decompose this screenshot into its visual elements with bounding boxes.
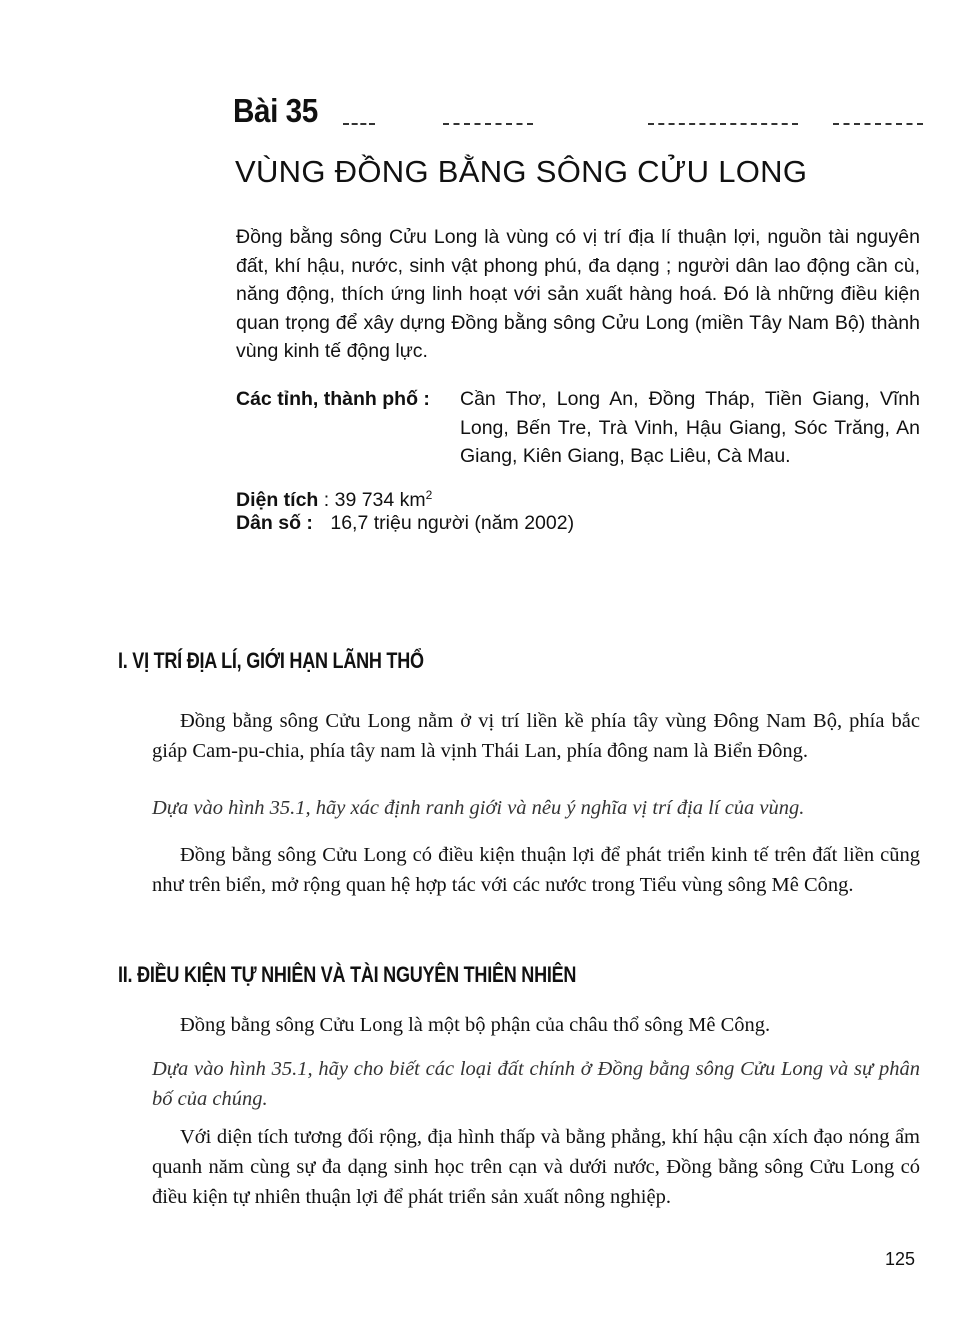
page-number: 125 bbox=[885, 1249, 916, 1269]
lesson-header bbox=[233, 92, 923, 132]
area-value: : 39 734 km bbox=[323, 489, 426, 511]
provinces-value: Cần Thơ, Long An, Đồng Tháp, Tiền Giang, Vĩnh Long, Bến Tre, Trà Vinh, Hậu Giang, Sóc Trăng, An Giang, Kiên Giang, Bạc Liêu, Cà Mau. bbox=[460, 388, 920, 467]
header-rule-segment bbox=[833, 123, 923, 125]
intro-paragraph: Đồng bằng sông Cửu Long là vùng có vị trí địa lí thuận lợi, nguồn tài nguyên đất, khí hậu, nước, sinh vật phong phú, đa dạng ; người dân lao động cần cù, năng động, thích ứng linh hoạt với sản xuất hàng hoá. Đó là những điều kiện quan trọng để xây dựng Đồng bằng sông Cửu Long (miền Tây Nam Bộ) thành vùng kinh tế động lực. bbox=[236, 226, 920, 362]
lesson-title: VÙNG ĐỒNG BẰNG SÔNG CỬU LONG bbox=[235, 154, 808, 189]
section2-paragraph-1: Đồng bằng sông Cửu Long là một bộ phận của châu thổ sông Mê Công. bbox=[180, 1014, 771, 1036]
section-heading-location: I. VỊ TRÍ ĐỊA LÍ, GIỚI HẠN LÃNH THỔ bbox=[118, 648, 424, 673]
population-label: Dân số : bbox=[236, 512, 313, 534]
area-unit-power: 2 bbox=[425, 488, 433, 502]
population-info bbox=[236, 509, 574, 537]
section2-question: Dựa vào hình 35.1, hãy cho biết các loại đất chính ở Đồng bằng sông Cửu Long và sự phân bố của chúng. bbox=[152, 1058, 920, 1110]
population-value: 16,7 triệu người (năm 2002) bbox=[330, 512, 575, 534]
header-rule-segment bbox=[443, 123, 533, 125]
section-heading-natural-conditions: II. ĐIỀU KIỆN TỰ NHIÊN VÀ TÀI NGUYÊN THIÊN NHIÊN bbox=[118, 962, 577, 987]
area-label: Diện tích bbox=[236, 489, 319, 511]
lesson-number: Bài 35 bbox=[233, 92, 318, 129]
provinces-label: Các tỉnh, thành phố : bbox=[236, 388, 430, 410]
section2-paragraph-2: Với diện tích tương đối rộng, địa hình thấp và bằng phẳng, khí hậu cận xích đạo nóng ẩm quanh năm cùng sự đa dạng sinh học trên cạn và dưới nước, Đồng bằng sông Cửu Long có điều kiện tự nhiên thuận lợi để phát triển sản xuất nông nghiệp. bbox=[152, 1126, 920, 1208]
header-rule-segment bbox=[648, 123, 798, 125]
section1-question: Dựa vào hình 35.1, hãy xác định ranh giới và nêu ý nghĩa vị trí địa lí của vùng. bbox=[152, 797, 805, 819]
section1-paragraph-2: Đồng bằng sông Cửu Long có điều kiện thuận lợi để phát triển kinh tế trên đất liền cũng như trên biển, mở rộng quan hệ hợp tác với các nước trong Tiểu vùng sông Mê Công. bbox=[152, 844, 920, 896]
section1-paragraph-1: Đồng bằng sông Cửu Long nằm ở vị trí liền kề phía tây vùng Đông Nam Bộ, phía bắc giáp Cam-pu-chia, phía tây nam là vịnh Thái Lan, phía đông nam là Biển Đông. bbox=[152, 710, 920, 762]
header-rule-segment bbox=[343, 123, 375, 125]
